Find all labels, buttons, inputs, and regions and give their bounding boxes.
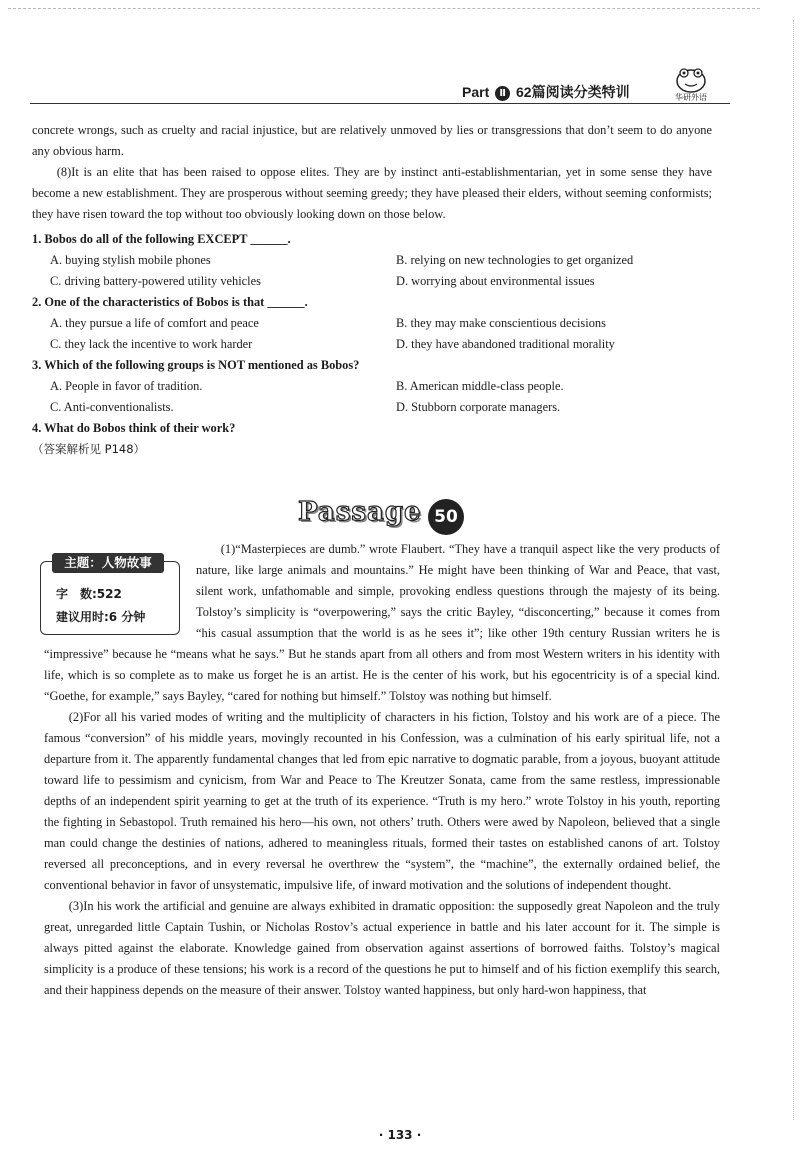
page-number: · 133 · [378,1128,422,1142]
paragraph-1: (1)“Masterpieces are dumb.” wrote Flaubert. “They have a tranquil aspect like the very products of nature, like large animals and mountains.” He might have been thinking of War and Peace, that vast, silent work, unfathomable and simple, provoking endless questions through the majesty of its being. Tolstoy’s simplicity is “overpowering,” says the critic Bayley, “disconcerting,” because it comes from “his casual assumption that the world is as he sees it”; like other 19th century Russian writers he is “impressive” because he “means what he says.” But he stands apart from all others and from most Western writers in his identity with life, which is so complete as to make us forget he is an artist. He is the center of his work, but his egocentricity is of a special kind. “Goethe, for example,” says Bayley, “cared for nothing but himself.” Tolstoy was nothing but himself. [44,542,720,703]
option: C. they lack the incentive to work harder [50,337,253,351]
topic-box-spacer [44,539,196,643]
passage-number-badge: 50 [428,499,464,535]
question-2-stem: 2. One of the characteristics of Bobos is that ______. [32,295,308,309]
question-2-options [32,313,712,355]
suggested-time: 建议用时:6 分钟 [56,610,146,624]
paragraph-continuation: concrete wrongs, such as cruelty and racial injustice, but are relatively unmoved by lies or transgressions that don’t seem to do anyone any obvious harm. [32,123,712,158]
part-number-badge: Ⅱ [495,86,510,101]
option: C. Anti-conventionalists. [50,400,174,414]
passage-title [298,497,468,539]
header-title [462,82,630,102]
question-list [32,229,712,460]
question-3-stem: 3. Which of the following groups is NOT mentioned as Bobos? [32,358,360,372]
header-section-title: 62篇阅读分类特训 [516,84,630,100]
option: D. Stubborn corporate managers. [396,400,561,414]
option: B. relying on new technologies to get organized [396,253,634,267]
question-3-options [32,376,712,418]
paragraph-8: (8)It is an elite that has been raised to oppose elites. They are by instinct anti-establishmentarian, yet in some sense they have become a new establishment. They are prosperous without seeming greedy; they have pleased their elders, without seeming conformists; they have risen toward the top without too obviously looking down on those below. [32,165,712,221]
topic-label: 主题：人物故事 [52,553,164,573]
option: A. buying stylish mobile phones [50,253,211,267]
option: A. People in favor of tradition. [50,379,203,393]
header-part: Part [462,84,490,100]
option: B. they may make conscientious decisions [396,316,606,330]
paragraph-2: (2)For all his varied modes of writing and the multiplicity of characters in his fiction, Tolstoy and his work are of a piece. The famous “conversion” of his middle years, movingly recounted in his Confession, was a culmination of his early spiritual life, not a departure from it. The apparently fundamental changes that led from epic narrative to dogmatic parable, from a joyous, buoyant attitude toward life to pessimism and cynicism, from War and Peace to The Kreutzer Sonata, came from the same restless, impressionable depths of an independent spirit yearning to get at the truth of its experience. “Truth is my hero.” wrote Tolstoy in his youth, reporting the fighting in Sebastopol. Truth remained his hero—his own, not others’ truth. Others were awed by Napoleon, believed that a single man could change the destinies of nations, adhered to meaningless rituals, formed their tastes on established canons of art. Tolstoy reversed all preconceptions, and in every reversal he overthrew the “system”, the “machine”, the externally ordained belief, the conventional behavior in favor of unsystematic, impulsive life, of inward motivation and the solutions of independent thought. [44,710,720,892]
option: B. American middle-class people. [396,379,564,393]
passage-49-continuation [32,120,712,460]
question-4-stem: 4. What do Bobos think of their work? [32,421,236,435]
top-scan-edge [8,8,760,9]
passage-50-body [44,539,720,1001]
paragraph-3: (3)In his work the artificial and genuine are always exhibited in dramatic opposition: the supposedly great Napoleon and the truly great, unregarded little Captain Tushin, or Nicholas Rostov’s actual experience in battle and his later account for it. The simple is always pitted against the elaborate. Knowledge gained from observation against assertions of borrowed faiths. Tolstoy’s magical simplicity is a produce of these tensions; his work is a record of the questions he put to himself and of his fiction exemplify this search, and their happiness depends on the measure of their answer. Tolstoy wanted happiness, but only hard-won happiness, that [44,899,720,997]
question-1-stem: 1. Bobos do all of the following EXCEPT ______. [32,232,291,246]
passage-title-word: Passage [298,497,422,527]
header-rule [30,103,730,104]
answer-reference: （答案解析见 P148） [32,442,146,456]
logo-text: 华研外语 [675,93,707,102]
option: D. they have abandoned traditional morality [396,337,615,351]
option: C. driving battery-powered utility vehicles [50,274,261,288]
right-scan-edge [791,20,794,1120]
page-header [462,78,712,104]
option: A. they pursue a life of comfort and peace [50,316,259,330]
question-1-options [32,250,712,292]
word-count: 字 数:522 [56,587,122,601]
frog-logo-icon [670,64,712,104]
publisher-logo [670,64,712,104]
option: D. worrying about environmental issues [396,274,595,288]
